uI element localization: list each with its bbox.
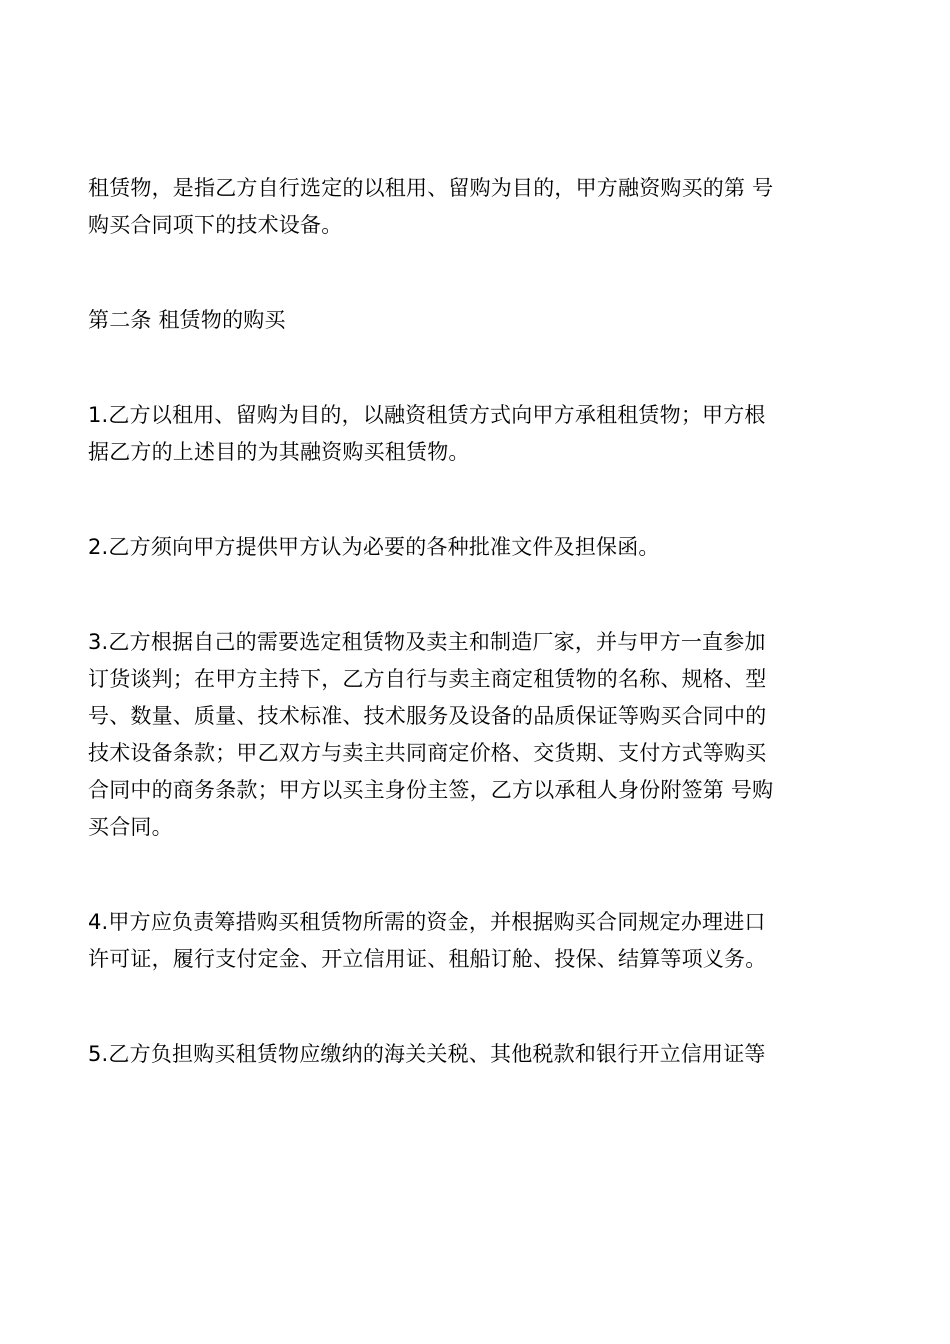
heading-line: 第二条 租赁物的购买 bbox=[88, 308, 286, 332]
section-heading-article-2 bbox=[88, 302, 864, 339]
clause-5 bbox=[88, 1036, 864, 1073]
document-body bbox=[88, 170, 864, 1131]
text-line: 租赁物，是指乙方自行选定的以租用、留购为目的，甲方融资购买的第 号 bbox=[88, 176, 774, 200]
clause-1 bbox=[88, 397, 864, 471]
text-line: 4.甲方应负责筹措购买租赁物所需的资金，并根据购买合同规定办理进口 bbox=[88, 910, 766, 934]
text-line: 许可证，履行支付定金、开立信用证、租船订舱、投保、结算等项义务。 bbox=[88, 947, 767, 971]
text-line: 购买合同项下的技术设备。 bbox=[88, 213, 343, 237]
text-line: 合同中的商务条款；甲方以买主身份主签，乙方以承租人身份附签第 号购 bbox=[88, 778, 774, 802]
text-line: 买合同。 bbox=[88, 815, 173, 839]
text-line: 订货谈判；在甲方主持下，乙方自行与卖主商定租赁物的名称、规格、型 bbox=[88, 667, 767, 691]
clause-2 bbox=[88, 529, 864, 566]
clause-4 bbox=[88, 904, 864, 978]
text-line: 5.乙方负担购买租赁物应缴纳的海关关税、其他税款和银行开立信用证等 bbox=[88, 1042, 766, 1066]
text-line: 号、数量、质量、技术标准、技术服务及设备的品质保证等购买合同中的 bbox=[88, 704, 767, 728]
text-line: 技术设备条款；甲乙双方与卖主共同商定价格、交货期、支付方式等购买 bbox=[88, 741, 767, 765]
paragraph-lease-definition bbox=[88, 170, 864, 244]
text-line: 1.乙方以租用、留购为目的，以融资租赁方式向甲方承租租赁物；甲方根 bbox=[88, 403, 766, 427]
clause-3 bbox=[88, 624, 864, 846]
text-line: 3.乙方根据自己的需要选定租赁物及卖主和制造厂家，并与甲方一直参加 bbox=[88, 630, 766, 654]
text-line: 据乙方的上述目的为其融资购买租赁物。 bbox=[88, 440, 470, 464]
text-line: 2.乙方须向甲方提供甲方认为必要的各种批准文件及担保函。 bbox=[88, 535, 660, 559]
